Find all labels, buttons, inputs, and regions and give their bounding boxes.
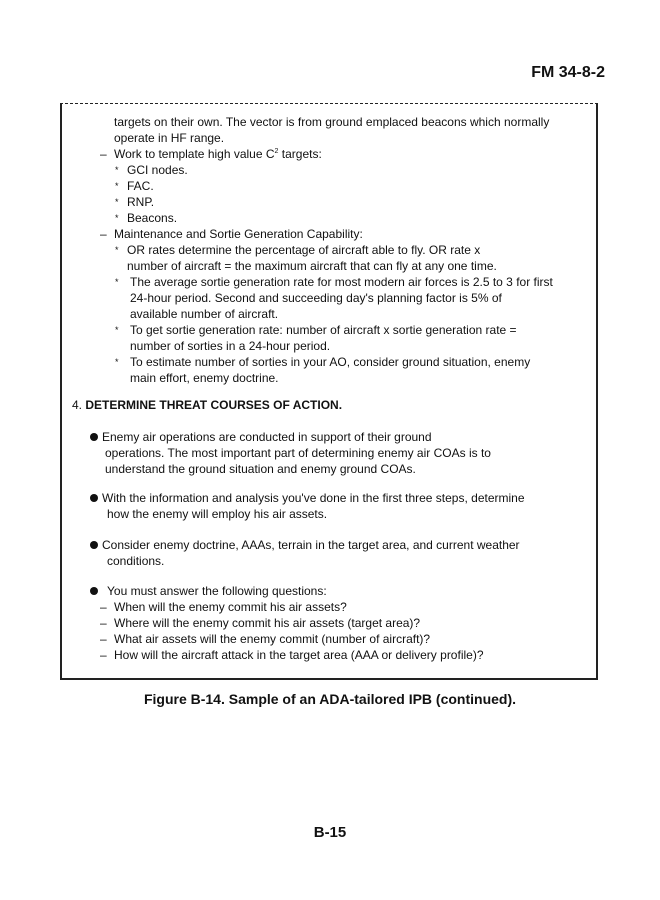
question-item: How will the aircraft attack in the target area (AAA or delivery profile)? bbox=[114, 648, 484, 662]
asterisk-marker: * bbox=[115, 245, 119, 255]
template-sub-item: GCI nodes. bbox=[127, 163, 188, 177]
bullet-line: Consider enemy doctrine, AAAs, terrain in the target area, and current weather bbox=[102, 538, 520, 552]
bullet-line: With the information and analysis you've done in the first three steps, determine bbox=[102, 491, 525, 505]
continuation-line: targets on their own. The vector is from ground emplaced beacons which normally bbox=[114, 115, 550, 129]
figure-caption: Figure B-14. Sample of an ADA-tailored IPB (continued). bbox=[143, 691, 517, 707]
bullet-icon bbox=[90, 541, 98, 549]
maintenance-sub-line: The average sortie generation rate for most modern air forces is 2.5 to 3 for first bbox=[130, 275, 553, 289]
dash-marker: – bbox=[100, 648, 107, 662]
asterisk-marker: * bbox=[115, 357, 119, 367]
bullet-line: conditions. bbox=[107, 554, 165, 568]
step-title: DETERMINE THREAT COURSES OF ACTION. bbox=[85, 398, 343, 412]
figure-box bbox=[60, 103, 598, 680]
dash-marker: – bbox=[100, 632, 107, 646]
dash-marker: – bbox=[100, 147, 107, 161]
template-item-superscript: 2 bbox=[274, 148, 279, 155]
maintenance-sub-line: number of sorties in a 24-hour period. bbox=[130, 339, 331, 353]
asterisk-marker: * bbox=[115, 277, 119, 287]
maintenance-sub-line: To get sortie generation rate: number of aircraft x sortie generation rate = bbox=[130, 323, 517, 337]
question-item: When will the enemy commit his air assets? bbox=[114, 600, 347, 614]
maintenance-item: Maintenance and Sortie Generation Capability: bbox=[114, 227, 363, 241]
question-item: Where will the enemy commit his air assets (target area)? bbox=[114, 616, 421, 630]
maintenance-sub-line: OR rates determine the percentage of aircraft able to fly. OR rate x bbox=[127, 243, 481, 257]
asterisk-marker: * bbox=[115, 213, 119, 223]
maintenance-sub-line: main effort, enemy doctrine. bbox=[130, 371, 279, 385]
bullet-icon bbox=[90, 587, 98, 595]
template-item bbox=[114, 146, 322, 162]
maintenance-sub-line: available number of aircraft. bbox=[130, 307, 279, 321]
template-sub-item: Beacons. bbox=[127, 211, 178, 225]
step-heading bbox=[72, 397, 342, 413]
asterisk-marker: * bbox=[115, 197, 119, 207]
asterisk-marker: * bbox=[115, 325, 119, 335]
maintenance-sub-line: To estimate number of sorties in your AO, consider ground situation, enemy bbox=[130, 355, 531, 369]
asterisk-marker: * bbox=[115, 181, 119, 191]
bullet-icon bbox=[90, 433, 98, 441]
template-sub-item: FAC. bbox=[127, 179, 154, 193]
template-item-prefix: Work to template high value C bbox=[114, 147, 275, 161]
bullet-line: how the enemy will employ his air assets. bbox=[107, 507, 328, 521]
bullet-icon bbox=[90, 494, 98, 502]
dash-marker: – bbox=[100, 616, 107, 630]
document-id: FM 34-8-2 bbox=[531, 64, 605, 81]
bullet-line: You must answer the following questions: bbox=[107, 584, 327, 598]
maintenance-sub-line: 24-hour period. Second and succeeding day's planning factor is 5% of bbox=[130, 291, 502, 305]
dash-marker: – bbox=[100, 227, 107, 241]
bullet-line: Enemy air operations are conducted in support of their ground bbox=[102, 430, 432, 444]
question-item: What air assets will the enemy commit (number of aircraft)? bbox=[114, 632, 431, 646]
continuation-line: operate in HF range. bbox=[114, 131, 225, 145]
asterisk-marker: * bbox=[115, 165, 119, 175]
page-number: B-15 bbox=[313, 824, 347, 841]
dash-marker: – bbox=[100, 600, 107, 614]
template-sub-item: RNP. bbox=[127, 195, 155, 209]
step-number: 4. bbox=[72, 398, 83, 412]
bullet-line: understand the ground situation and enemy ground COAs. bbox=[105, 462, 416, 476]
maintenance-sub-line: number of aircraft = the maximum aircraft that can fly at any one time. bbox=[127, 259, 497, 273]
bullet-line: operations. The most important part of determining enemy air COAs is to bbox=[105, 446, 491, 460]
template-item-suffix: targets: bbox=[278, 147, 322, 161]
